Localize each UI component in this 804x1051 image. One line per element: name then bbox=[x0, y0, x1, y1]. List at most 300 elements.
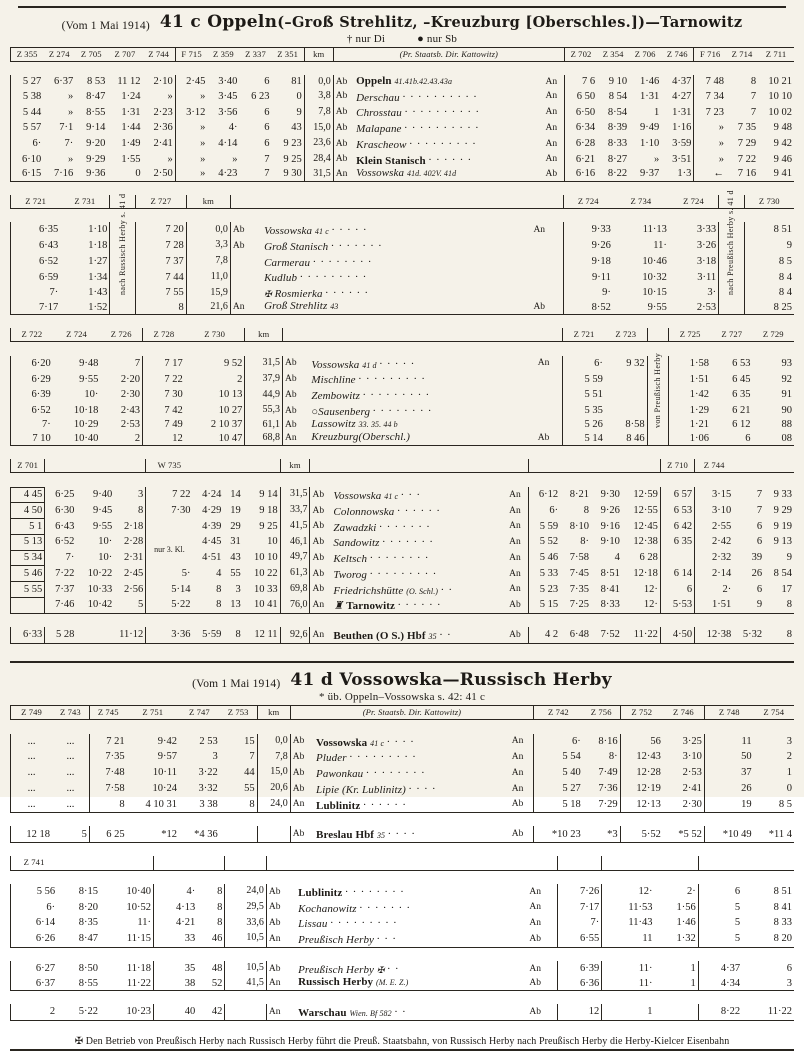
time-cell: 2 53 bbox=[199, 735, 218, 747]
time-cell: 38 bbox=[153, 977, 197, 991]
dep-arr-label bbox=[531, 238, 563, 254]
time-cell: 4·37 bbox=[698, 961, 742, 977]
train-no: Z 701 bbox=[11, 459, 45, 473]
time-cell: 1 bbox=[786, 767, 792, 779]
time-cell: 8·35 bbox=[78, 917, 98, 929]
leader-dots: . . . . . . . . bbox=[372, 402, 433, 414]
time-cell: 9 41 bbox=[773, 168, 792, 180]
page-title bbox=[290, 670, 611, 690]
dep-arr-label: Ab bbox=[312, 552, 325, 563]
dep-arr-label: Ab bbox=[312, 505, 325, 516]
dep-arr-label: Ab bbox=[232, 224, 245, 235]
time-cell: 2·53 bbox=[120, 419, 141, 431]
time-cell: 6 bbox=[745, 432, 751, 444]
time-cell: 5·22 bbox=[78, 1006, 98, 1018]
station-label: Rosmierka bbox=[274, 287, 323, 300]
km-cell: 0,0 bbox=[186, 222, 230, 238]
station-name bbox=[331, 582, 507, 598]
time-cell: 9·26 bbox=[563, 238, 613, 254]
time-cell: » bbox=[175, 120, 207, 136]
table-row bbox=[11, 961, 795, 977]
table-row bbox=[11, 403, 795, 419]
train-no: Z 705 bbox=[80, 48, 102, 59]
time-cell: 4·14 bbox=[218, 138, 238, 150]
dep-arr-label: Ab bbox=[335, 91, 348, 102]
train-header-row-A bbox=[11, 706, 795, 720]
corner-time-cell: 5 1 bbox=[11, 519, 45, 535]
time-cell: 10·46 bbox=[642, 255, 667, 267]
time-cell: ... bbox=[66, 751, 75, 763]
time-cell: 6 28 bbox=[639, 552, 658, 564]
dep-arr-label: An bbox=[335, 168, 348, 179]
table-row bbox=[11, 432, 795, 446]
dep-arr-label: An bbox=[509, 521, 521, 532]
station-label: Malapane bbox=[356, 122, 402, 135]
time-cell: 7·1 bbox=[59, 122, 74, 134]
time-cell: 1·3 bbox=[677, 168, 692, 180]
time-cell: 10 41 bbox=[253, 599, 278, 611]
km-cell: 23,6 bbox=[304, 136, 333, 152]
leader-dots: . . . . . . . bbox=[359, 899, 411, 911]
km-cell: 61,1 bbox=[245, 419, 283, 432]
time-cell: 9·14 bbox=[86, 122, 106, 134]
leader-dots: . . bbox=[440, 581, 453, 593]
station-name bbox=[331, 627, 507, 643]
train-no: Z 714 bbox=[731, 48, 753, 59]
time-cell: 8·33 bbox=[600, 599, 620, 611]
time-cell: 5 15 bbox=[529, 597, 561, 613]
table-row bbox=[11, 419, 795, 432]
time-cell: 7·48 bbox=[89, 765, 126, 781]
time-cell: 5· bbox=[146, 566, 193, 582]
time-cell: 6·15 bbox=[11, 167, 44, 181]
time-cell bbox=[605, 371, 647, 387]
time-cell: 15 bbox=[244, 735, 255, 747]
km-cell: 44,9 bbox=[245, 387, 283, 403]
table-row bbox=[11, 136, 795, 152]
time-cell: 48 bbox=[211, 963, 223, 975]
leader-dots: . . . . . . . bbox=[331, 237, 383, 249]
km-cell: 41,5 bbox=[280, 519, 310, 535]
time-cell: 11·22 bbox=[633, 629, 658, 641]
time-cell: 10 bbox=[267, 536, 278, 548]
time-cell: 3·56 bbox=[218, 106, 238, 118]
station-refs: 41 d bbox=[362, 360, 377, 370]
time-cell: 7·52 bbox=[600, 629, 620, 641]
dep-arr-label: An bbox=[545, 154, 558, 165]
time-cell: 6·25 bbox=[45, 487, 77, 503]
station-name bbox=[262, 254, 531, 270]
time-cell: 8 46 bbox=[626, 432, 645, 444]
dep-arr-label: An bbox=[509, 505, 521, 516]
station-name bbox=[331, 503, 507, 519]
station-label: Groß Strehlitz bbox=[264, 300, 328, 313]
time-cell: » bbox=[694, 152, 726, 168]
time-cell: 2· bbox=[695, 582, 734, 598]
time-cell: 6·52 bbox=[11, 403, 53, 419]
time-cell: 10 47 bbox=[218, 432, 243, 444]
time-cell: 8 51 bbox=[744, 222, 794, 238]
dep-arr-label: An bbox=[509, 489, 521, 500]
time-cell: 8·51 bbox=[600, 567, 620, 579]
time-cell: 6·10 bbox=[11, 152, 44, 168]
km-header bbox=[225, 856, 266, 870]
time-cell: 6 53 bbox=[660, 503, 694, 519]
spacer bbox=[529, 459, 661, 473]
dep-arr-label bbox=[536, 403, 563, 419]
spacer bbox=[310, 459, 529, 473]
time-cell: 3·10 bbox=[695, 503, 734, 519]
table-row bbox=[11, 487, 795, 503]
time-cell: 1 bbox=[690, 977, 696, 989]
time-cell: 5 26 bbox=[563, 419, 605, 432]
time-cell: 9·30 bbox=[600, 489, 620, 501]
dep-arr-label: Ab bbox=[284, 389, 297, 400]
station-refs: Wien. Bf 582 bbox=[349, 1008, 392, 1018]
time-cell: 9·29 bbox=[86, 153, 106, 165]
station-refs: 35 bbox=[428, 632, 437, 642]
leader-dots: . . . . . . . bbox=[379, 518, 431, 530]
dep-arr-label: An bbox=[545, 122, 558, 133]
time-cell: 6· bbox=[563, 356, 605, 372]
station-refs: 41 c bbox=[384, 491, 399, 501]
spacer bbox=[230, 195, 563, 209]
train-no: Z 710 bbox=[660, 459, 694, 473]
time-cell: 8 25 bbox=[744, 301, 794, 315]
time-cell: 4·50 bbox=[660, 627, 694, 643]
km-cell: 28,4 bbox=[304, 152, 333, 168]
km-cell: 29,5 bbox=[225, 900, 266, 916]
time-cell: 6 bbox=[756, 536, 763, 548]
time-cell: 5 57 bbox=[11, 120, 44, 136]
time-cell: 8 bbox=[217, 917, 223, 929]
time-cell: 1·51 bbox=[669, 371, 711, 387]
time-cell: 3·33 bbox=[696, 224, 717, 236]
leader-dots: . . . . bbox=[386, 733, 415, 745]
table-row bbox=[11, 371, 795, 387]
leader-dots: . . . . . . bbox=[397, 597, 442, 609]
km-cell bbox=[257, 826, 290, 842]
station-name bbox=[296, 900, 527, 916]
train-no: Z 743 bbox=[60, 707, 81, 718]
time-cell: 7 bbox=[134, 357, 141, 369]
time-cell: 0 bbox=[786, 782, 792, 794]
time-cell: 3 38 bbox=[199, 798, 218, 810]
time-cell: 2 10 37 bbox=[210, 419, 243, 431]
station-name bbox=[309, 356, 535, 372]
station-name bbox=[309, 419, 535, 432]
time-cell: 7·36 bbox=[598, 782, 618, 794]
dep-arr-label: Ab bbox=[284, 405, 297, 416]
time-cell: 5 40 bbox=[534, 765, 583, 781]
spacer bbox=[602, 856, 699, 870]
station-refs: (Oberschl.) bbox=[358, 431, 411, 444]
time-cell: 3·25 bbox=[682, 735, 702, 747]
table-row bbox=[11, 765, 795, 781]
time-cell: 7 22 bbox=[737, 153, 757, 165]
table-row bbox=[11, 503, 795, 519]
time-cell: 1·34 bbox=[88, 271, 108, 283]
time-cell: 2·32 bbox=[695, 550, 734, 566]
station-label: Lissau bbox=[298, 918, 328, 931]
time-cell: 4·37 bbox=[672, 76, 692, 88]
time-cell: 12 bbox=[557, 1004, 602, 1020]
dep-arr-label: Ab bbox=[533, 302, 546, 313]
time-cell: 0 bbox=[296, 90, 302, 102]
station-name bbox=[262, 285, 531, 301]
time-cell: ... bbox=[11, 797, 53, 813]
time-cell: » bbox=[175, 89, 207, 105]
time-cell: 4·34 bbox=[698, 977, 742, 991]
table-row bbox=[11, 75, 795, 88]
station-label: Kochanowitz bbox=[298, 902, 357, 915]
time-cell: 7·46 bbox=[45, 597, 77, 613]
time-cell: 8 bbox=[786, 599, 792, 611]
time-cell: 5 28 bbox=[45, 627, 77, 643]
time-cell: 9·55 bbox=[647, 301, 667, 313]
time-cell: 12·55 bbox=[633, 504, 658, 516]
dep-arr-label bbox=[230, 254, 262, 270]
train-no: Z 359 bbox=[213, 48, 234, 59]
time-cell: 7·29 bbox=[598, 798, 618, 810]
time-cell: 5·22 bbox=[146, 597, 193, 613]
time-cell: 42 bbox=[211, 1006, 223, 1018]
train-no: Z 744 bbox=[695, 459, 734, 473]
time-cell: 5·14 bbox=[146, 582, 193, 598]
station-label: Mischline bbox=[311, 374, 356, 387]
time-cell: 11 12 bbox=[117, 76, 141, 88]
time-cell: 7 49 bbox=[143, 419, 185, 432]
leader-dots: . . . . . . . bbox=[382, 534, 434, 546]
time-cell: 7·35 bbox=[569, 583, 589, 595]
time-cell: 5 44 bbox=[11, 104, 44, 120]
time-cell: 11·43 bbox=[602, 915, 655, 931]
time-cell: 1·21 bbox=[669, 419, 711, 432]
time-cell: 12·43 bbox=[620, 749, 663, 765]
title-row-41d bbox=[10, 666, 794, 690]
table-block-3 bbox=[10, 328, 794, 459]
dep-arr-label: An bbox=[545, 107, 558, 118]
time-cell: » bbox=[167, 90, 173, 102]
time-cell: 6· bbox=[529, 503, 561, 519]
time-cell: 6 42 bbox=[660, 519, 694, 535]
dep-arr-label: Ab bbox=[292, 736, 305, 747]
train-no: Z 748 bbox=[704, 706, 753, 720]
time-cell: 6·34 bbox=[564, 120, 597, 136]
time-cell: 3·51 bbox=[672, 153, 692, 165]
train-no: Z 724 bbox=[563, 195, 613, 209]
time-cell: 5 59 bbox=[563, 371, 605, 387]
time-cell: 10·15 bbox=[642, 287, 667, 299]
time-cell: 14 bbox=[230, 489, 241, 501]
time-cell: 9 29 bbox=[773, 504, 792, 516]
leader-dots: . . . . . . . . . bbox=[362, 387, 430, 399]
time-cell: 10· bbox=[98, 552, 113, 564]
time-cell: 6 53 bbox=[732, 357, 751, 369]
time-cell: 7·26 bbox=[557, 884, 602, 900]
time-cell: 8·47 bbox=[78, 933, 98, 945]
time-cell: 6·36 bbox=[557, 977, 602, 991]
time-cell: 7 37 bbox=[135, 254, 186, 270]
leader-dots: . . . . . . bbox=[363, 796, 407, 808]
time-cell: 7· bbox=[11, 285, 61, 301]
time-cell: 6·50 bbox=[564, 104, 597, 120]
time-cell: 7 17 bbox=[143, 356, 185, 372]
train-no: Z 749 bbox=[11, 706, 53, 720]
time-cell: 33 bbox=[153, 931, 197, 947]
km-cell: 41,5 bbox=[225, 977, 266, 991]
table-block-A bbox=[10, 706, 794, 856]
time-cell: 5 18 bbox=[534, 797, 583, 813]
table-row bbox=[11, 550, 795, 566]
train-no: Z 727 bbox=[135, 195, 186, 209]
time-cell: 6 57 bbox=[660, 487, 694, 503]
km-cell: 7,8 bbox=[304, 104, 333, 120]
time-cell: 1·18 bbox=[88, 240, 108, 252]
station-name bbox=[331, 550, 507, 566]
train-no: Z 706 bbox=[634, 48, 656, 59]
time-cell: 1·10 bbox=[88, 224, 108, 236]
time-cell: 8·27 bbox=[607, 153, 628, 165]
dep-arr-label: Ab bbox=[529, 978, 541, 989]
station-name bbox=[314, 826, 510, 842]
km-cell: 68,8 bbox=[245, 432, 283, 446]
station-refs: 35 bbox=[376, 831, 386, 841]
dep-arr-label: An bbox=[312, 629, 325, 640]
route-number: 41 d bbox=[290, 670, 334, 691]
time-cell: 1·10 bbox=[639, 138, 660, 150]
time-cell: 6·52 bbox=[11, 254, 61, 270]
time-cell: 3 bbox=[212, 751, 218, 763]
train-no: Z 730 bbox=[204, 329, 225, 340]
time-cell: 7 bbox=[249, 751, 255, 763]
time-cell: 44 bbox=[244, 767, 255, 779]
time-cell: 9· bbox=[563, 285, 613, 301]
time-cell: 8 54 bbox=[773, 567, 792, 579]
time-cell: 2 bbox=[786, 751, 792, 763]
dep-arr-label: Ab bbox=[268, 902, 281, 913]
time-cell: 2·45 bbox=[124, 567, 144, 579]
circle-icon: ○ bbox=[311, 405, 319, 418]
leader-dots: . . . . . . . . . . bbox=[404, 104, 480, 116]
time-cell: 5 35 bbox=[563, 403, 605, 419]
dep-arr-label: An bbox=[312, 600, 325, 610]
time-cell: 6·21 bbox=[564, 152, 597, 168]
spacer bbox=[45, 459, 146, 473]
time-cell: ... bbox=[11, 749, 53, 765]
time-cell: 1·44 bbox=[121, 122, 141, 134]
train-header-row-2 bbox=[11, 195, 795, 209]
table-row bbox=[11, 931, 795, 947]
leader-dots: . . bbox=[439, 627, 452, 639]
time-cell: 3·18 bbox=[696, 255, 717, 267]
time-cell: 7 10 bbox=[11, 432, 53, 446]
time-cell: 8·22 bbox=[607, 168, 628, 180]
table-row bbox=[11, 781, 795, 797]
time-cell: 4·24 bbox=[202, 489, 222, 501]
time-cell: 9 19 bbox=[773, 520, 792, 532]
time-cell: 10 33 bbox=[253, 583, 278, 595]
time-cell: 9·33 bbox=[563, 222, 613, 238]
train-header-row-4 bbox=[11, 459, 795, 473]
time-cell: 6·48 bbox=[569, 629, 589, 641]
direction-header: (Pr. Staatsb. Dir. Kattowitz) bbox=[399, 48, 499, 59]
dep-arr-label: Ab bbox=[292, 767, 305, 778]
time-cell: 7 6 bbox=[564, 75, 597, 88]
time-cell: 2·31 bbox=[124, 552, 144, 564]
note-2-mark: ● bbox=[417, 33, 424, 45]
time-cell: 8 20 bbox=[773, 933, 792, 945]
time-cell: 6·35 bbox=[11, 222, 61, 238]
km-cell: 76,0 bbox=[280, 597, 310, 613]
time-cell: 9·48 bbox=[79, 357, 99, 369]
km-cell: 10,5 bbox=[225, 931, 266, 947]
leader-dots: . . . . . . bbox=[325, 285, 369, 297]
station-refs: 43 bbox=[330, 302, 339, 312]
time-cell: 7·25 bbox=[569, 599, 589, 611]
time-cell: 6· bbox=[11, 136, 44, 152]
dep-arr-label bbox=[531, 269, 563, 285]
dep-arr-label: An bbox=[537, 358, 550, 369]
time-cell: 7 21 bbox=[89, 734, 126, 750]
km-cell: 31,5 bbox=[245, 356, 283, 372]
dep-arr-label bbox=[230, 269, 262, 285]
table-row bbox=[11, 104, 795, 120]
time-cell: 8 bbox=[217, 901, 223, 913]
time-cell: 8 bbox=[216, 583, 222, 595]
time-cell: 9 bbox=[744, 238, 794, 254]
time-cell: 55 bbox=[230, 567, 241, 579]
train-no: Z 753 bbox=[227, 707, 249, 718]
time-cell: 4·45 bbox=[202, 536, 222, 548]
time-cell: 10·23 bbox=[126, 1006, 151, 1018]
km-cell: 7,8 bbox=[186, 254, 230, 270]
leader-dots: . . . bbox=[376, 931, 397, 942]
time-cell: 6·59 bbox=[11, 269, 61, 285]
station-label: Keltsch bbox=[333, 552, 368, 565]
leader-dots: . . . . . bbox=[379, 355, 416, 367]
time-cell: 11 bbox=[602, 931, 655, 947]
station-name bbox=[296, 961, 527, 977]
time-cell: *4 36 bbox=[194, 828, 218, 840]
time-cell: 2·43 bbox=[120, 405, 141, 417]
dep-arr-label bbox=[531, 254, 563, 270]
station-label: Colonnowska bbox=[333, 505, 395, 518]
km-cell: 3,3 bbox=[186, 238, 230, 254]
km-header: km bbox=[245, 328, 283, 342]
table-row bbox=[11, 356, 795, 372]
leader-dots: . . . . . . . . . bbox=[299, 269, 368, 281]
leader-dots: . . . bbox=[401, 487, 421, 498]
time-cell: 8 4 bbox=[744, 285, 794, 301]
station-label: Kreuzburg bbox=[311, 431, 359, 444]
time-cell: 9·57 bbox=[157, 751, 177, 763]
time-cell: 5 bbox=[698, 900, 742, 916]
time-cell: 4· bbox=[153, 884, 197, 900]
page-title bbox=[160, 12, 743, 32]
km-cell: 15,0 bbox=[257, 765, 290, 781]
station-label: Zembowitz bbox=[311, 389, 360, 402]
table-row bbox=[11, 734, 795, 750]
time-cell: 39 bbox=[751, 552, 763, 564]
table-row bbox=[11, 582, 795, 598]
vertical-note-right-text: nach Preußisch Herby s. 41 d bbox=[719, 222, 745, 314]
time-cell: 6·20 bbox=[11, 356, 53, 372]
time-cell: 9·18 bbox=[563, 254, 613, 270]
train-no: Z 730 bbox=[744, 195, 794, 209]
km-cell: 33,6 bbox=[225, 915, 266, 931]
dep-arr-label: An bbox=[533, 224, 546, 235]
